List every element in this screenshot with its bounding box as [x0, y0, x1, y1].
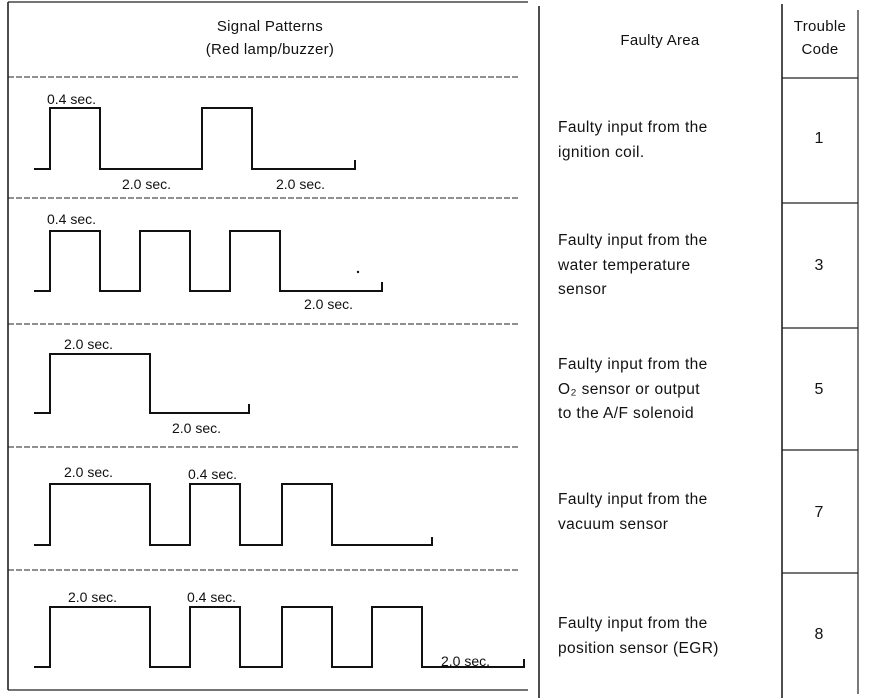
trouble-code-value: 3 [814, 257, 824, 274]
duration-label: 2.0 sec. [172, 420, 222, 436]
waveform-line [34, 231, 382, 291]
area-line: Faulty input from the [558, 615, 708, 632]
header-title: Signal Patterns [216, 18, 324, 35]
area-line: ignition coil. [558, 143, 645, 161]
header-title: Faulty Area [620, 32, 700, 49]
area-line: Faulty input from the [558, 232, 708, 249]
signal-pattern-code-3 [34, 231, 382, 291]
area-line: vacuum sensor [558, 515, 669, 533]
faulty-area-code-1 [558, 116, 773, 165]
duration-label: 0.4 sec. [188, 466, 238, 482]
trouble-code-value: 7 [814, 504, 824, 521]
duration-label: 0.4 sec. [47, 211, 97, 227]
area-line: Faulty input from the [558, 491, 708, 508]
duration-label: 0.4 sec. [187, 589, 237, 605]
faulty-area-code-7 [558, 488, 773, 537]
waveform-line [34, 354, 249, 413]
faulty-area-code-8 [558, 612, 773, 661]
area-line: to the A/F solenoid [558, 405, 694, 422]
area-line: sensor [558, 281, 607, 298]
duration-label: 2.0 sec. [276, 176, 326, 192]
waveform-line [34, 484, 432, 545]
header-title: Code [801, 41, 839, 58]
duration-label: 2.0 sec. [64, 336, 114, 352]
duration-label: 2.0 sec. [68, 589, 118, 605]
area-line: Faulty input from the [558, 119, 708, 136]
faulty-area-code-3 [558, 229, 773, 303]
signal-pattern-code-7 [34, 484, 432, 545]
signal-pattern-code-5 [34, 354, 249, 413]
duration-label: 0.4 sec. [47, 91, 97, 107]
trouble-code-header [784, 15, 856, 61]
area-line: O₂ sensor or output [558, 380, 700, 398]
header-subtitle: (Red lamp/buzzer) [205, 41, 335, 58]
duration-label: 2.0 sec. [122, 176, 172, 192]
faulty-area-header [560, 29, 760, 52]
stray-dot [357, 271, 359, 273]
trouble-code-value: 8 [814, 626, 824, 643]
duration-label: 2.0 sec. [304, 296, 354, 312]
trouble-code-value: 5 [814, 381, 824, 398]
signal-pattern-code-1 [34, 108, 355, 169]
area-line: position sensor (EGR) [558, 639, 719, 657]
trouble-code-value: 1 [814, 130, 824, 147]
duration-label: 2.0 sec. [64, 464, 114, 480]
waveform-line [34, 108, 355, 169]
area-line: Faulty input from the [558, 356, 708, 373]
signal-patterns-header [140, 15, 400, 61]
faulty-area-code-5 [558, 353, 773, 427]
duration-label: 2.0 sec. [441, 653, 491, 669]
area-line: water temperature [558, 256, 691, 274]
duration-labels [47, 91, 490, 669]
header-title: Trouble [793, 18, 847, 35]
